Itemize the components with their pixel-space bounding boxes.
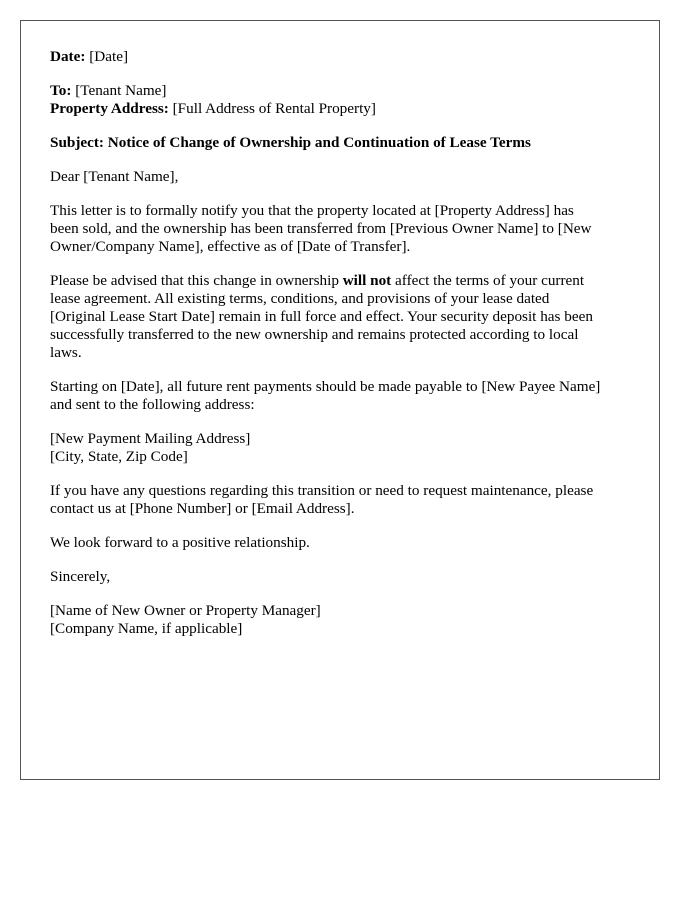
paragraph-contact <box>50 482 640 518</box>
property-address-line <box>50 100 640 118</box>
text-line: been sold, and the ownership has been transferred from [Previous Owner Name] to [New <box>50 220 592 237</box>
text-fragment: Please be advised that this change in ownership <box>50 272 343 289</box>
text-line: contact us at [Phone Number] or [Email Address]. <box>50 500 355 517</box>
payment-address-block <box>50 430 640 466</box>
text-line: successfully transferred to the new ownership and remains protected according to local <box>50 326 579 343</box>
property-address-value: [Full Address of Rental Property] <box>168 100 376 117</box>
text-line: Owner/Company Name], effective as of [Date of Transfer]. <box>50 238 411 255</box>
emphasis-will-not: will not <box>342 272 392 289</box>
subject-line: Subject: Notice of Change of Ownership and Continuation of Lease Terms <box>50 134 531 151</box>
text-line: Starting on [Date], all future rent payments should be made payable to [New Payee Name] <box>50 378 601 395</box>
paragraph-sale-notice <box>50 202 640 256</box>
text-line: laws. <box>50 344 82 361</box>
to-line <box>50 82 640 100</box>
text-line: If you have any questions regarding this transition or need to request maintenance, please <box>50 482 594 499</box>
signature-line: [Company Name, if applicable] <box>50 620 243 637</box>
address-line: [New Payment Mailing Address] <box>50 430 251 447</box>
letter-body <box>50 48 640 638</box>
text-line <box>50 272 640 290</box>
to-label: To: <box>50 82 72 99</box>
text-line: lease agreement. All existing terms, conditions, and provisions of your lease dated <box>50 290 550 307</box>
letter-frame <box>20 20 660 780</box>
date-line <box>50 48 640 66</box>
text-line: [Original Lease Start Date] remain in full force and effect. Your security deposit has been <box>50 308 593 325</box>
salutation: Dear [Tenant Name], <box>50 168 179 185</box>
text-line: This letter is to formally notify you that the property located at [Property Address] has <box>50 202 574 219</box>
recipient-block <box>50 82 640 118</box>
closing: Sincerely, <box>50 568 111 585</box>
paragraph-lease-terms <box>50 272 640 362</box>
text-line: and sent to the following address: <box>50 396 255 413</box>
paragraph-closing-remark: We look forward to a positive relationship. <box>50 534 310 551</box>
address-line: [City, State, Zip Code] <box>50 448 188 465</box>
signature-line: [Name of New Owner or Property Manager] <box>50 602 321 619</box>
date-value: [Date] <box>85 48 129 65</box>
property-address-label: Property Address: <box>50 100 169 117</box>
paragraph-rent-payments <box>50 378 640 414</box>
text-fragment: affect the terms of your current <box>391 272 585 289</box>
signature-block <box>50 602 640 638</box>
to-value: [Tenant Name] <box>71 82 167 99</box>
date-label: Date: <box>50 48 86 65</box>
